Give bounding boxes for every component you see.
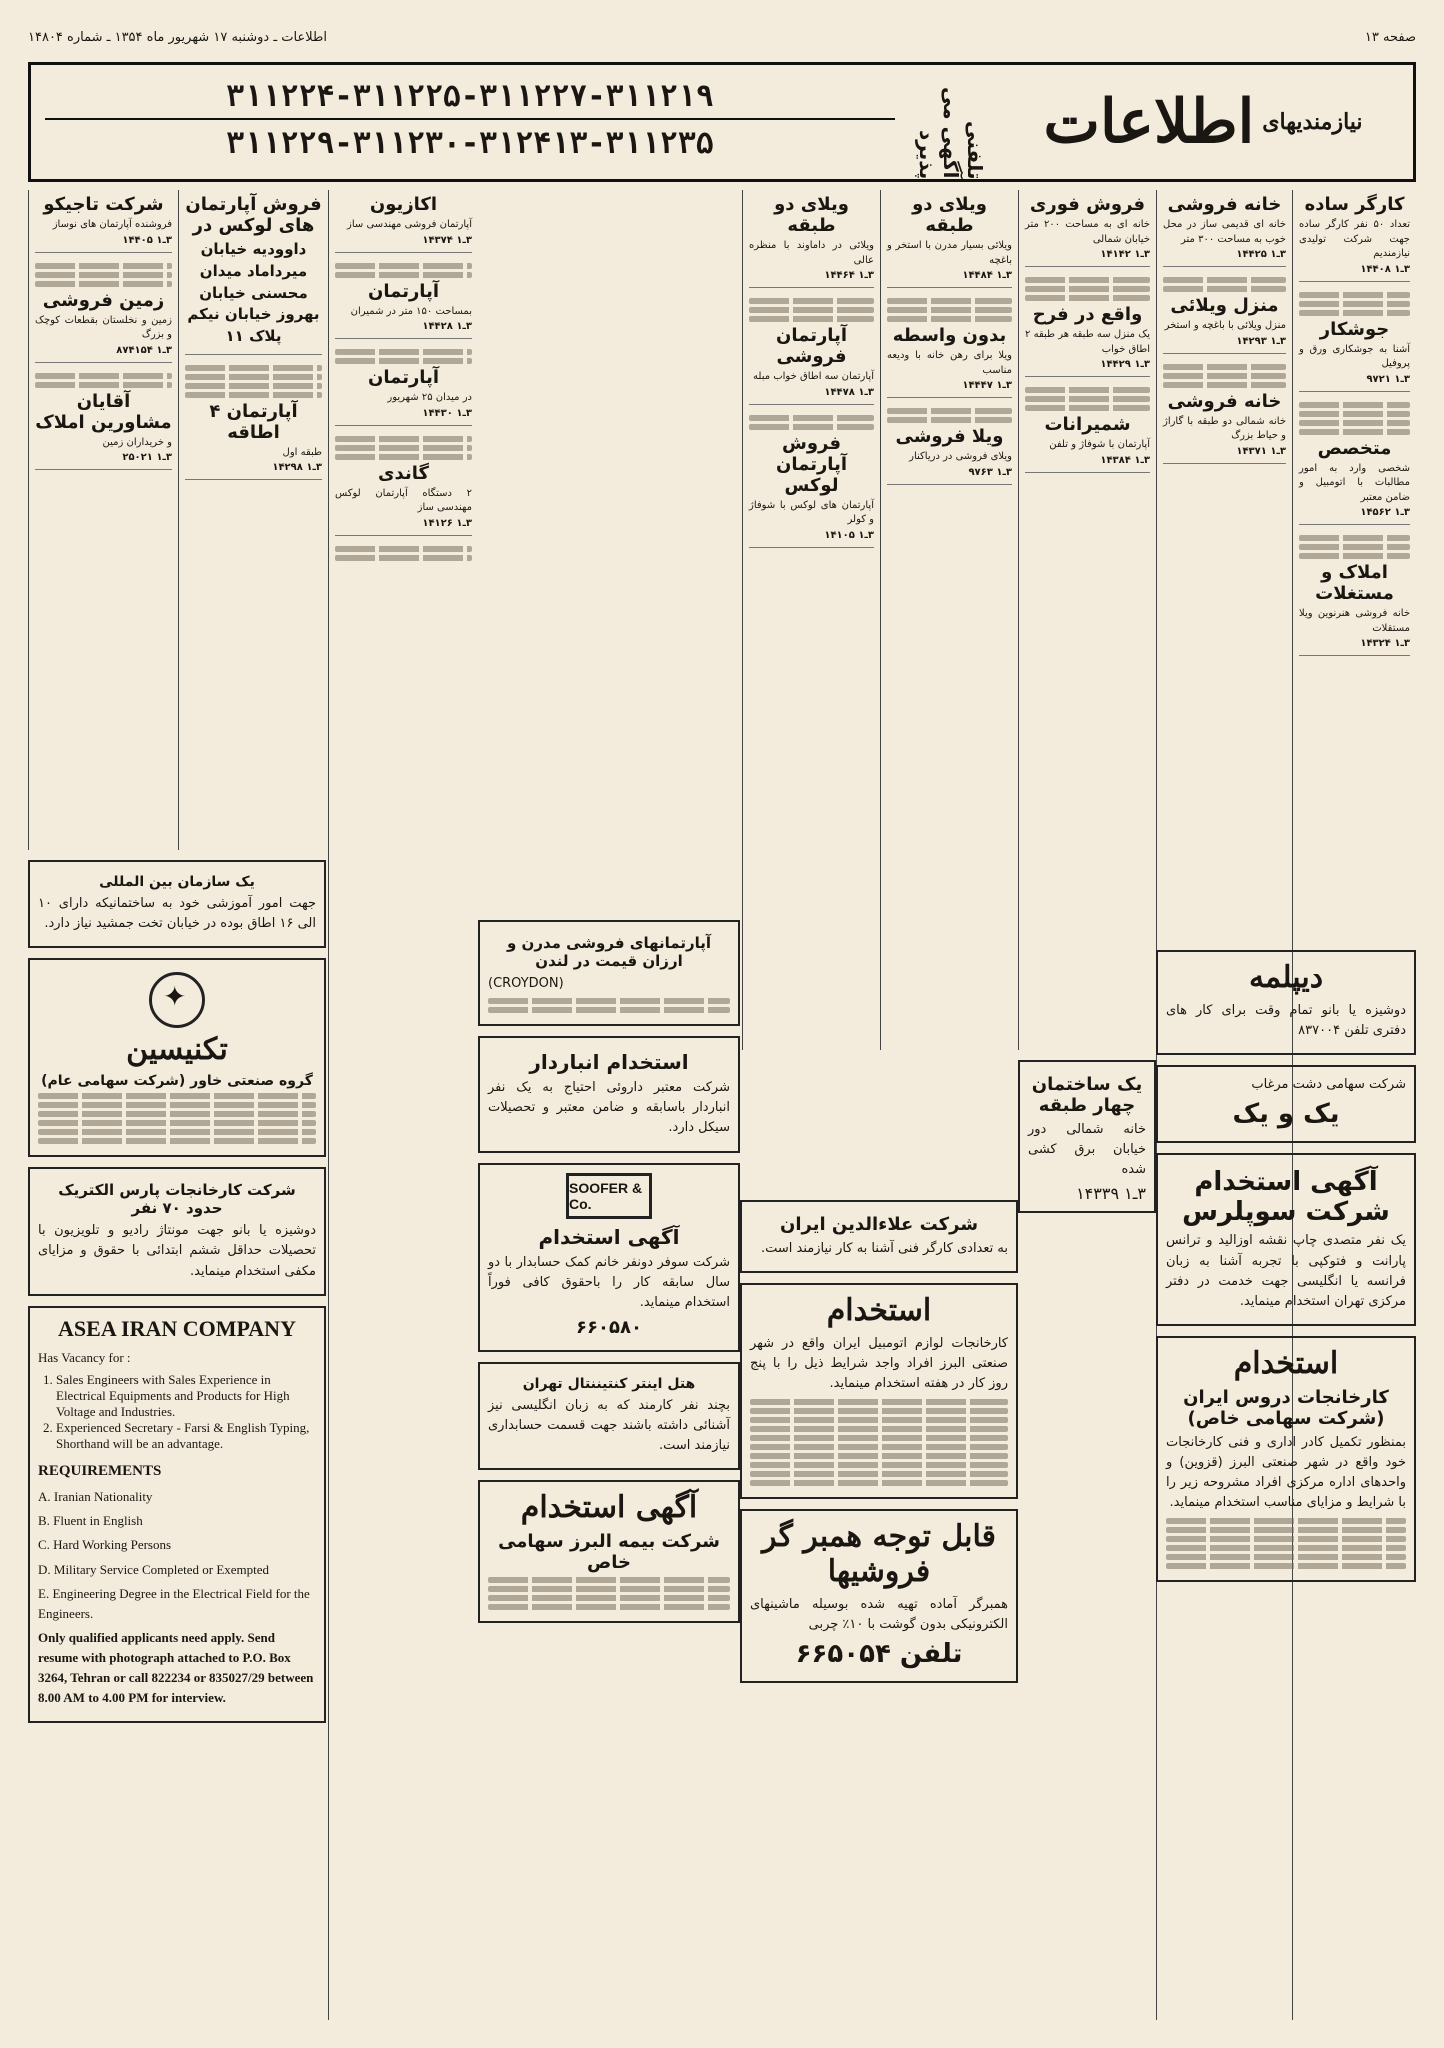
- ad-text: جهت امور آموزشی خود به ساختمانیکه دارای ۱۰ الی ۱۶ اطاق بوده در خیابان تخت جمشید نیاز دارد.: [38, 896, 316, 932]
- ad-text: تعداد ۵۰ نفر کارگر ساده جهت شرکت تولیدی نیازمندیم: [1299, 219, 1410, 259]
- ad-text: بچند نفر کارمند که به زبان انگلیسی نیز آشنائی داشته باشند جهت قسمت حسابداری نیازمند است.: [488, 1397, 730, 1454]
- ad-title: استخدام: [826, 1293, 932, 1329]
- classified-ad: [185, 194, 322, 355]
- iran-factories-ad: [1156, 1336, 1416, 1582]
- ad-title: شرکت کارخانجات پارس الکتریک حدود ۷۰ نفر: [58, 1181, 296, 1218]
- ad-tel: تلفن ۶۶۵۰۵۴: [795, 1638, 963, 1669]
- ad-text: خانه شمالی دو طبقه با گاراژ و حیاط بزرگ: [1163, 415, 1286, 441]
- ad-text: به تعدادی کارگر فنی آشنا به کار نیازمند است.: [761, 1241, 1008, 1256]
- ad-text: ویلائی در داماوند با منظره عالی: [749, 240, 874, 266]
- ad-tel: ۳ـ۱ ۲۵۰۲۱: [122, 452, 172, 463]
- intercontinental-ad: [478, 1362, 740, 1470]
- ad-column: [1018, 190, 1156, 1050]
- ad-text: زمین و نخلستان بقطعات کوچک و بزرگ: [35, 314, 172, 340]
- ad-tel: ۳ـ۱ ۱۴۴۲۹: [1100, 359, 1150, 370]
- classified-ad: [1025, 194, 1150, 267]
- building-ad: [1018, 1060, 1156, 1213]
- classified-ad: [1299, 562, 1410, 656]
- classified-ad: [1163, 391, 1286, 464]
- ad-tel: ۳ـ۱ ۱۴۴۰۵: [122, 234, 172, 246]
- ad-text: آپارتمان فروشی مهندسی ساز: [347, 219, 472, 230]
- classified-ad: [335, 367, 472, 426]
- classified-ad: [35, 194, 172, 253]
- ad-text: خانه شمالی دور خیابان برق کشی شده: [1028, 1122, 1146, 1178]
- requirement-item: E. Engineering Degree in the Electrical Field for the Engineers.: [38, 1585, 310, 1621]
- ad-text: طبقه اول: [282, 446, 322, 458]
- ad-title: استخدام: [1233, 1345, 1339, 1381]
- ad-subtitle: گروه صنعتی خاور (شرکت سهامی عام): [41, 1073, 313, 1090]
- ad-text: شرکت معتبر داروئی احتیاج به یک نفر انباردار باسابقه و ضامن معتبر و تحصیلات سیکل دارد.: [488, 1080, 730, 1136]
- ad-title: یک ساختمان چهار طبقه: [1031, 1074, 1143, 1116]
- ad-text: خانه فروشی هنرنوین ویلا مستقلات: [1299, 608, 1410, 634]
- diploma-ad: [1156, 950, 1416, 1055]
- ad-tel: ۳ـ۱ ۱۴۴۳۰: [422, 407, 472, 419]
- ad-title: منزل ویلائی: [1170, 295, 1279, 316]
- ad-title: دیپلمه: [1248, 960, 1324, 995]
- classified-ad: [749, 194, 874, 288]
- ad-tel: ۳ـ۱ ۱۴۳۷۱: [1236, 445, 1286, 457]
- banner-logo-small: نیازمندیهای: [1262, 109, 1363, 135]
- ad-column: [178, 190, 328, 850]
- ad-tel: ۳ـ۱ ۱۴۴۸۴: [962, 270, 1012, 281]
- classified-ad: [749, 433, 874, 548]
- mercedes-logo-icon: [149, 972, 205, 1028]
- ad-tel: ۳ـ۱ ۱۴۴۲۵: [1236, 249, 1286, 260]
- ad-tel: ۳ـ۱ ۱۴۲۹۸: [272, 462, 322, 474]
- ad-text: بمنظور تکمیل کادر اداری و فنی کارخانجات خود واقع در شهر صنعتی البرز (قزوین) و واحدهای اداره مرکزی افراد مشروحه زیر را با شرایط و مزایای مناسب استخدام مینماید.: [1166, 1434, 1406, 1511]
- ad-text: و خریداران زمین: [102, 436, 172, 448]
- ad-title: واقع در فرح: [1032, 304, 1143, 325]
- souplers-ad: [1156, 1153, 1416, 1326]
- ad-tel: ۳ـ۱ ۱۴۳۸۴: [1100, 454, 1150, 466]
- classifieds-grid: [28, 190, 1416, 2020]
- ad-tel: ۳ـ۱ ۱۴۳۷۴: [422, 234, 472, 246]
- ad-text: داوودیه خیابان میرداماد میدان محسنی خیابان بهروز خیابان نیکم پلاک ۱۱: [187, 240, 320, 345]
- classifieds-banner: [28, 62, 1416, 182]
- alborz-insurance-ad: [478, 1480, 740, 1623]
- ad-title: قابل توجه همبر گر فروشیها: [762, 1518, 996, 1589]
- ad-subtitle: کارخانجات دروس ایران (شرکت سهامی خاص): [1183, 1386, 1389, 1429]
- ad-title: هتل اینتر کنتیننتال تهران: [522, 1375, 696, 1392]
- ad-tel: ۳ـ۱ ۱۴۳۲۴: [1360, 638, 1410, 649]
- classified-ad: [335, 463, 472, 536]
- ad-text: شرکت سوفر دونفر خانم کمک حسابدار با دو سال سابقه کار را باحقوق کافی فوراً استخدام مینماید.: [488, 1254, 730, 1310]
- classified-ad: [335, 281, 472, 340]
- ad-text: آشنا به جوشکاری ورق و پروفیل: [1299, 343, 1410, 369]
- ad-text: (CROYDON): [488, 976, 564, 991]
- ad-title: ویلا فروشی: [895, 426, 1004, 447]
- ad-text: شرکت سهامی دشت مرغاب: [1251, 1077, 1406, 1093]
- ad-text: ویلائی بسیار مدرن با استخر و باغچه: [887, 240, 1012, 266]
- ad-title: شرکت علاءالدین ایران: [779, 1214, 979, 1235]
- ad-text: آپارتمان با شوفاژ و تلفن: [1049, 439, 1150, 450]
- ad-title: یک سازمان بین المللی: [99, 874, 255, 890]
- ad-tel: ۳ـ۱ ۱۴۲۹۳: [1236, 335, 1286, 347]
- requirement-item: B. Fluent in English: [38, 1513, 143, 1529]
- ad-tel: ۳ـ۱ ۱۴۴۷۸: [824, 386, 874, 398]
- ad-column: [742, 190, 880, 1050]
- auto-parts-ad: [740, 1283, 1018, 1498]
- ad-title: فروش فوری: [1029, 194, 1146, 215]
- ad-text: ۲ دستگاه آپارتمان لوکس مهندسی ساز: [335, 487, 472, 513]
- ad-title: خانه فروشی: [1167, 194, 1282, 215]
- ad-text: یک منزل سه طبقه هر طبقه ۲ اطاق خواب: [1025, 329, 1150, 355]
- ad-title: ویلای دو طبقه: [912, 194, 987, 236]
- ad-text: آپارتمان سه اطاق خواب مبله: [753, 371, 874, 382]
- ad-title: آپارتمان: [368, 280, 439, 302]
- banner-logo: [993, 65, 1413, 179]
- ad-tel: ۳ـ۱ ۱۴۴۰۸: [1360, 263, 1410, 275]
- ad-text: آپارتمان های لوکس با شوفاژ و کولر: [749, 499, 874, 525]
- left-center-box-stack: [478, 920, 740, 1633]
- ad-text: ویلای فروشی در دریاکنار: [909, 451, 1012, 462]
- classified-ad: [887, 194, 1012, 288]
- alaeddin-ad: [740, 1200, 1018, 1273]
- classified-ad: [35, 391, 172, 471]
- ad-title: اکازیون: [369, 194, 438, 215]
- ad-title: آقایان مشاورین املاک: [35, 390, 172, 433]
- ad-title: آپارتمانهای فروشی مدرن و ارزان قیمت در لندن: [506, 934, 712, 970]
- phone-row: ۳۱۱۲۲۹-۳۱۱۲۳۰-۳۱۲۴۱۳-۳۱۱۲۳۵: [226, 126, 714, 161]
- ad-title: آگهی استخدام: [538, 1224, 680, 1249]
- ad-tel: ۳ـ۱ ۱۴۴۲۸: [422, 321, 472, 332]
- phone-row: ۳۱۱۲۲۴-۳۱۱۲۲۵-۳۱۱۲۲۷-۳۱۱۲۱۹: [45, 79, 895, 120]
- ad-subtitle: Has Vacancy for :: [38, 1349, 131, 1365]
- ad-tel: ۳ـ۱ ۱۴۱۲۶: [422, 517, 472, 529]
- soofer-ad: [478, 1163, 740, 1352]
- ad-tel: ۳ـ۱ ۱۴۴۶۴: [824, 270, 874, 281]
- ad-text: همبرگر آماده تهیه شده بوسیله ماشینهای الکترونیکی بدون گوشت با ۱۰٪ چربی: [750, 1596, 1008, 1632]
- ad-tel: ۳ـ۱ ۱۴۵۶۲: [1360, 507, 1410, 518]
- ad-title: ویلای دو طبقه: [774, 194, 849, 236]
- ad-tel: ۳ـ۱ ۹۷۲۱: [1366, 373, 1410, 385]
- croydon-ad: [478, 920, 740, 1026]
- ad-text: یک نفر متصدی چاپ نقشه اوزالید و ترانس پارانت و فتوکپی با تجربه آشنا به زبان فرانسه یا انگلیسی جهت خدمت در دفتر مرکزی تهران استخدام مینماید.: [1166, 1233, 1406, 1309]
- classified-ad: [185, 401, 322, 481]
- ad-text: منزل ویلائی با باغچه و استخر: [1164, 320, 1286, 331]
- requirement-item: D. Military Service Completed or Exempted: [38, 1561, 270, 1577]
- right-box-stack: [1156, 950, 1416, 1592]
- ad-title: زمین فروشی: [42, 289, 165, 311]
- ad-text: خانه ای به مساحت ۲۰۰ متر خیابان شمالی: [1025, 219, 1150, 245]
- ad-title: جوشکار: [1319, 318, 1390, 340]
- ad-title: تکنیسین: [126, 1032, 228, 1068]
- ad-title: فروش آپارتمان لوکس: [776, 432, 847, 496]
- banner-phones: [31, 79, 909, 165]
- ad-text: بمساحت ۱۵۰ متر در شمیران: [350, 305, 472, 317]
- ad-tel: ۶۶۰۵۸۰: [576, 1316, 642, 1338]
- ad-tel: ۳ـ۱ ۸۷۴۱۵۴: [116, 344, 172, 356]
- vacancy-list: [56, 1372, 316, 1452]
- center-box-stack: [740, 1200, 1018, 1693]
- ad-title: شمیرانات: [1044, 414, 1131, 435]
- ad-subtitle: شرکت بیمه البرز سهامی خاص: [498, 1531, 720, 1574]
- ad-title: استخدام انباردار: [529, 1050, 689, 1075]
- ad-tel: ۳ـ۱ ۱۴۴۴۷: [962, 380, 1012, 391]
- classified-ad: [887, 426, 1012, 485]
- ad-text: شخصی وارد به امور مطالبات با اتومبیل و ضامن معتبر: [1299, 462, 1410, 503]
- ad-text: ویلا برای رهن خانه با ودیعه مناسب: [887, 350, 1012, 376]
- ad-column: [328, 190, 478, 2020]
- classified-ad: [887, 325, 1012, 398]
- banner-tagline: تلفنی آگهی می پذیرد: [915, 87, 987, 179]
- application-note: Only qualified applicants need apply. Send resume with photograph attached to P.O. Box 3264, Tehran or call 822234 or 835027/29 between 8.00 AM to 4.00 PM for interview.: [38, 1629, 314, 1706]
- hamburger-ad: [740, 1509, 1018, 1683]
- ad-title: یک و یک: [1232, 1099, 1340, 1130]
- classified-ad: [1025, 304, 1150, 377]
- classified-ad: [1163, 295, 1286, 354]
- ad-column: [880, 190, 1018, 1050]
- banner-logo-main: اطلاعات: [1043, 87, 1255, 157]
- ad-title: خانه فروشی: [1167, 390, 1282, 412]
- yekoyek-ad: [1156, 1065, 1416, 1143]
- requirement-item: C. Hard Working Persons: [38, 1537, 172, 1553]
- classified-ad: [35, 290, 172, 363]
- classified-ad: [1163, 194, 1286, 267]
- ad-text: فروشنده آپارتمان های نوساز: [52, 219, 172, 230]
- ad-tel: ۳ـ۱ ۹۷۶۳: [968, 466, 1012, 478]
- ad-text: در میدان ۲۵ شهریور: [387, 392, 472, 403]
- classified-ad: [1299, 319, 1410, 392]
- ad-title: املاک و مستغلات: [1315, 562, 1394, 604]
- ad-title: بدون واسطه: [892, 325, 1007, 346]
- ad-text: دوشیزه یا بانو جهت مونتاژ رادیو و تلویزیون با تحصیلات حداقل ششم ابتدائی با حقوق و مزایای مکفی استخدام مینماید.: [38, 1223, 316, 1279]
- ad-title: آپارتمان فروشی: [776, 325, 847, 367]
- ad-title: آپارتمان ۴ اطاقه: [209, 400, 298, 443]
- ad-tel: ۳ـ۱ ۱۴۱۰۵: [824, 529, 874, 541]
- technicians-ad: [28, 958, 326, 1157]
- classified-ad: [335, 194, 472, 253]
- ad-tel: ۳ـ۱ ۱۴۳۳۹: [1076, 1184, 1146, 1204]
- requirements-title: REQUIREMENTS: [38, 1462, 162, 1479]
- vacancy-item: 1. Sales Engineers with Sales Experience in Electrical Equipments and Products for High Voltage and Industries.: [56, 1372, 316, 1420]
- classified-ad: [749, 325, 874, 405]
- ad-text: خانه ای قدیمی ساز در محل خوب به مساحت ۳۰۰ متر: [1163, 219, 1286, 245]
- ad-title: شرکت تاجیکو: [43, 194, 164, 215]
- issue-info: اطلاعات ـ دوشنبه ۱۷ شهریور ماه ۱۳۵۴ ـ شماره ۱۴۸۰۴: [28, 29, 327, 45]
- international-org-ad: [28, 860, 326, 948]
- ad-tel: ۳ـ۱ ۱۴۱۴۲: [1100, 249, 1150, 260]
- ad-title: آگهی استخدام: [520, 1490, 698, 1526]
- ad-text: دوشیزه یا بانو تمام وقت برای کار های دفتری تلفن ۸۳۷۰۰۴: [1166, 1003, 1406, 1039]
- soofer-logo: SOOFER & Co.: [566, 1173, 652, 1219]
- warehouse-ad: [478, 1036, 740, 1152]
- page-number: صفحه ۱۳: [1364, 29, 1416, 45]
- ad-title: کارگر ساده: [1304, 194, 1405, 215]
- left-box-stack: [28, 860, 326, 1733]
- running-head: [28, 24, 1416, 50]
- ad-title: متخصص: [1317, 437, 1392, 459]
- ad-column: [28, 190, 178, 850]
- building-box-wrap: [1018, 1060, 1156, 1223]
- ad-text: کارخانجات لوازم اتومبیل ایران واقع در شهر صنعتی البرز افراد واجد شرایط ذیل را با پنج روز کار در هفته استخدام مینماید.: [750, 1336, 1008, 1392]
- classified-ad: [1025, 414, 1150, 473]
- ad-title: آگهی استخدام شرکت سوپلرس: [1182, 1167, 1390, 1228]
- pars-electric-ad: [28, 1167, 326, 1295]
- ad-title: گاندی: [378, 462, 429, 484]
- classified-ad: [1299, 194, 1410, 282]
- ad-title: آپارتمان: [368, 367, 439, 388]
- ad-title: فروش آپارتمان های لوکس در: [185, 194, 322, 236]
- vacancy-item: 2. Experienced Secretary - Farsi & English Typing, Shorthand will be an advantage.: [56, 1420, 316, 1452]
- asea-iran-ad: [28, 1306, 326, 1723]
- classified-ad: [1299, 438, 1410, 526]
- requirement-item: A. Iranian Nationality: [38, 1489, 153, 1505]
- ad-title: ASEA IRAN COMPANY: [58, 1315, 296, 1341]
